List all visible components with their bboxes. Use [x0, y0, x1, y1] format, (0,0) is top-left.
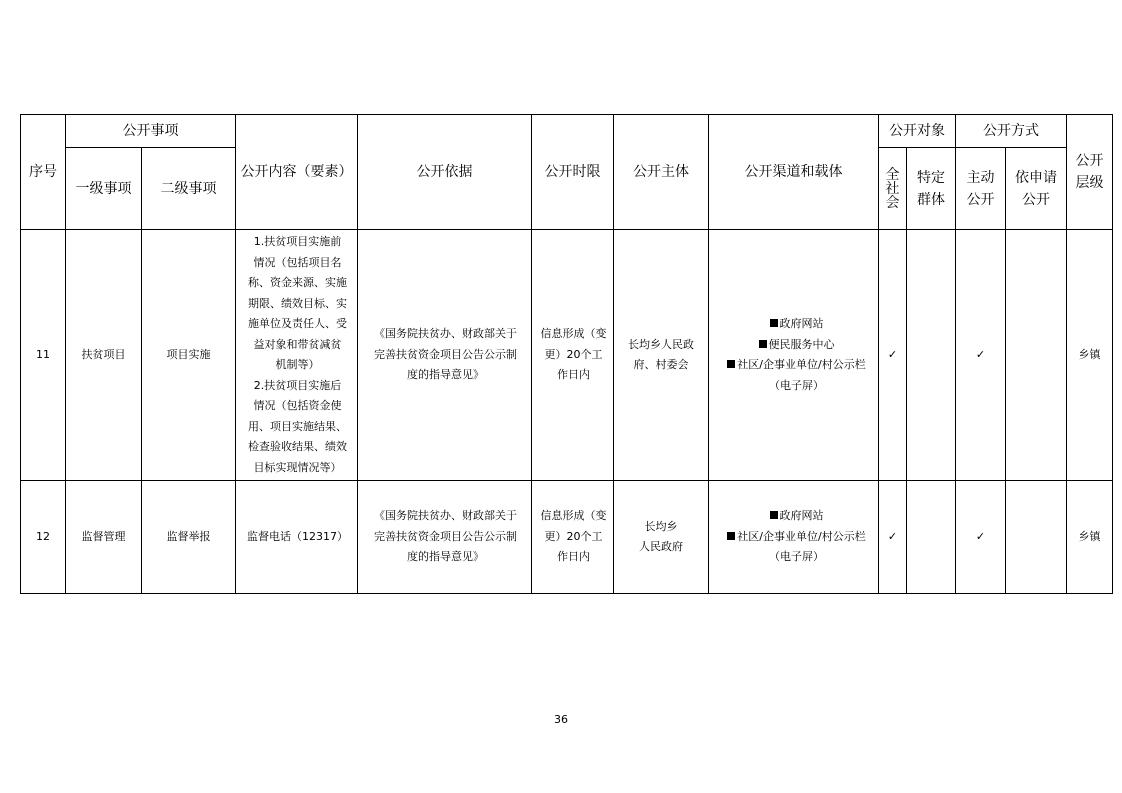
content-line: 称、资金来源、实施 [248, 276, 347, 289]
time-line: 作日内 [557, 368, 590, 382]
channel-label: 社区/企事业单位/村公示栏 [737, 529, 866, 543]
basis-line: 《国务院扶贫办、财政部关于 [374, 327, 517, 341]
time-line: 更）20个工 [544, 529, 603, 543]
basis-line: 完善扶贫资金项目公告公示制 [374, 347, 517, 361]
row-time-limit [532, 230, 614, 481]
square-bullet-icon [770, 319, 778, 327]
row-seq: 11 [21, 230, 66, 481]
header-items-group: 公开事项 [66, 115, 236, 148]
row-channel [709, 481, 879, 594]
header-method-active-line: 主动 [966, 169, 995, 186]
content-line: 监督电话（12317） [247, 529, 348, 543]
subject-line: 府、村委会 [633, 358, 689, 371]
channel-label: 政府网站 [779, 317, 824, 330]
time-line: 更）20个工 [544, 347, 603, 361]
row-target-specific-check [907, 481, 956, 594]
content-line: 情况（包括资金使 [253, 399, 342, 412]
row-target-all-check: ✓ [879, 481, 907, 594]
header-method-active-line: 公开 [966, 191, 995, 208]
row-level: 乡镇 [1067, 481, 1113, 594]
header-method-request [1006, 148, 1067, 230]
row-level2: 项目实施 [142, 230, 236, 481]
content-line: 目标实现情况等） [253, 460, 342, 474]
content-line: 机制等） [275, 358, 320, 371]
content-line: 1.扶贫项目实施前 [253, 235, 342, 248]
content-line: 检查验收结果、绩效 [248, 440, 347, 453]
basis-line: 度的指导意见》 [407, 550, 484, 564]
header-level1: 一级事项 [66, 148, 142, 230]
subject-line: 长均乡 [644, 519, 678, 533]
header-level-line: 层级 [1075, 175, 1104, 191]
basis-line: 完善扶贫资金项目公告公示制 [374, 529, 517, 543]
square-bullet-icon [727, 532, 735, 540]
header-level [1067, 115, 1113, 230]
square-bullet-icon [759, 340, 767, 348]
header-method-group: 公开方式 [956, 115, 1067, 148]
header-content: 公开内容（要素） [236, 115, 358, 230]
header-target-specific-line: 特定 [917, 169, 945, 186]
channel-item [717, 527, 876, 548]
row-method-request-check [1006, 230, 1067, 481]
row-content [236, 230, 358, 481]
row-level2: 监督举报 [142, 481, 236, 594]
row-method-active-check: ✓ [956, 481, 1006, 594]
content-line: 期限、绩效目标、实 [248, 296, 347, 310]
header-channel: 公开渠道和载体 [709, 115, 879, 230]
content-line: 益对象和带贫减贫 [253, 337, 342, 351]
row-content [236, 481, 358, 594]
channel-extra: （电子屏） [769, 378, 824, 392]
time-line: 信息形成（变 [540, 509, 607, 523]
channel-item [717, 335, 876, 356]
row-level: 乡镇 [1067, 230, 1113, 481]
row-method-active-check: ✓ [956, 230, 1006, 481]
channel-label: 政府网站 [779, 509, 824, 523]
header-subject: 公开主体 [614, 115, 709, 230]
channel-item [717, 314, 876, 335]
channel-label: 社区/企事业单位/村公示栏 [737, 358, 866, 371]
header-time-limit: 公开时限 [532, 115, 614, 230]
square-bullet-icon [727, 360, 735, 368]
content-line: 施单位及责任人、受 [248, 317, 347, 330]
row-target-specific-check [907, 230, 956, 481]
header-level-line: 公开 [1075, 153, 1104, 169]
row-target-all-check: ✓ [879, 230, 907, 481]
row-seq: 12 [21, 481, 66, 594]
time-line: 信息形成（变 [540, 327, 607, 341]
row-basis [358, 230, 532, 481]
subject-line: 长均乡人民政 [628, 337, 694, 351]
row-level1: 扶贫项目 [66, 230, 142, 481]
table-row [21, 481, 1113, 594]
row-time-limit [532, 481, 614, 594]
header-basis: 公开依据 [358, 115, 532, 230]
row-method-request-check [1006, 481, 1067, 594]
table-row [21, 230, 1113, 481]
content-line: 用、项目实施结果、 [248, 419, 347, 433]
content-line: 情况（包括项目名 [253, 255, 342, 269]
header-target-group: 公开对象 [879, 115, 956, 148]
header-seq: 序号 [21, 115, 66, 230]
header-level2: 二级事项 [142, 148, 236, 230]
subject-line: 人民政府 [639, 540, 683, 553]
header-target-all-char: 会 [885, 194, 900, 211]
channel-item [717, 355, 876, 376]
channel-item [717, 506, 876, 527]
header-method-active [956, 148, 1006, 230]
row-level1: 监督管理 [66, 481, 142, 594]
channel-label: 便民服务中心 [768, 337, 835, 351]
time-line: 作日内 [557, 550, 590, 564]
row-basis [358, 481, 532, 594]
row-subject [614, 481, 709, 594]
header-method-request-line: 依申请 [1015, 169, 1057, 186]
content-line: 2.扶贫项目实施后 [253, 378, 342, 392]
header-row-1 [21, 115, 1113, 148]
header-target-all-char: 社 [885, 180, 900, 197]
page-number: 36 [554, 713, 568, 726]
basis-line: 度的指导意见》 [407, 368, 484, 382]
header-target-specific [907, 148, 956, 230]
square-bullet-icon [770, 511, 778, 519]
channel-extra: （电子屏） [769, 550, 824, 564]
header-target-all [879, 148, 907, 230]
header-method-request-line: 公开 [1022, 191, 1050, 208]
row-channel [709, 230, 879, 481]
basis-line: 《国务院扶贫办、财政部关于 [374, 509, 517, 523]
header-target-all-char: 全 [885, 166, 900, 183]
disclosure-table [20, 114, 1113, 594]
row-subject [614, 230, 709, 481]
header-target-specific-line: 群体 [917, 191, 945, 208]
